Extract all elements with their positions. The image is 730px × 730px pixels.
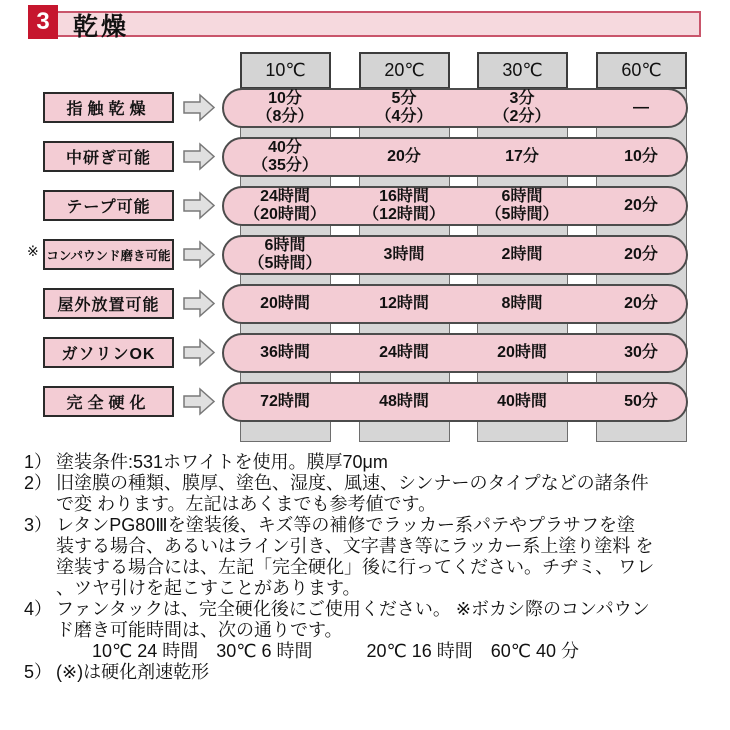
- cell-value: 6時間: [264, 237, 306, 254]
- cell-value: 48時間: [379, 393, 429, 410]
- cell-value: 50分: [624, 393, 658, 410]
- row-label: ガソリンOK: [43, 337, 174, 368]
- cell-value: 40分: [268, 139, 302, 156]
- cell-value: 36時間: [260, 344, 310, 361]
- cell-value: 2時間: [501, 246, 543, 263]
- value-cell: [467, 335, 577, 371]
- value-cell: [586, 335, 696, 371]
- cell-value: 3分: [509, 90, 535, 107]
- row-values-capsule: [222, 88, 688, 128]
- cell-value-paren: （12時間）: [363, 206, 445, 223]
- row-values-capsule: [222, 284, 688, 324]
- value-cell: [586, 188, 696, 224]
- cell-value: 5分: [391, 90, 417, 107]
- cell-value: 20時間: [497, 344, 547, 361]
- cell-value: 12時間: [379, 295, 429, 312]
- arrow-right-icon: [183, 190, 216, 221]
- cell-value: 20分: [624, 295, 658, 312]
- value-cell: [467, 139, 577, 175]
- value-cell: [230, 286, 340, 322]
- value-cell: [467, 188, 577, 224]
- row-values-capsule: [222, 382, 688, 422]
- cell-value: 3時間: [383, 246, 425, 263]
- row-label: 中研ぎ可能: [43, 141, 174, 172]
- value-cell: [586, 384, 696, 420]
- footnote-line: で変 わります。左記はあくまでも参考値です。: [56, 494, 437, 514]
- footnote-line: (※)は硬化剤速乾形: [56, 662, 210, 682]
- footnote-line: ド磨き可能時間は、次の通りです。: [56, 620, 343, 640]
- row-label: テープ可能: [43, 190, 174, 221]
- footnote-line: 、ツヤ引けを起こすことがあります。: [56, 578, 361, 598]
- footnote-1: [24, 452, 724, 473]
- row-values-capsule: [222, 137, 688, 177]
- value-cell: [349, 90, 459, 126]
- footnote-number: 2）: [24, 473, 53, 493]
- row-label: コンパウンド磨き可能: [43, 239, 174, 270]
- value-cell: [349, 286, 459, 322]
- arrow-right-icon: [183, 92, 216, 123]
- cell-value-paren: （2分）: [493, 108, 551, 125]
- arrow-right-icon: [183, 239, 216, 270]
- cell-value-paren: （35分）: [252, 157, 318, 174]
- cell-value: 20時間: [260, 295, 310, 312]
- value-cell: [586, 90, 696, 126]
- value-cell: [467, 90, 577, 126]
- row-values-capsule: [222, 333, 688, 373]
- cell-value: 30分: [624, 344, 658, 361]
- temp-header: 10℃: [240, 52, 331, 89]
- value-cell: [230, 335, 340, 371]
- cell-value: 72時間: [260, 393, 310, 410]
- value-cell: [586, 237, 696, 273]
- cell-value: 24時間: [260, 188, 310, 205]
- cell-value: 20分: [387, 148, 421, 165]
- note-asterisk: ※: [27, 243, 39, 259]
- cell-value: 20分: [624, 197, 658, 214]
- section-number-badge: 3: [28, 5, 58, 39]
- footnote-line: 10℃ 24 時間 30℃ 6 時間 20℃ 16 時間 60℃ 40 分: [56, 641, 580, 661]
- arrow-right-icon: [183, 141, 216, 172]
- footnotes: [24, 452, 724, 683]
- footnote-number: 1）: [24, 452, 53, 472]
- footnote-4: [24, 599, 724, 662]
- row-values-capsule: [222, 235, 688, 275]
- value-cell: [349, 139, 459, 175]
- footnote-number: 5）: [24, 662, 53, 682]
- footnote-2: [24, 473, 724, 515]
- value-cell: [586, 286, 696, 322]
- cell-value: 8時間: [501, 295, 543, 312]
- cell-value: ―: [633, 99, 649, 116]
- value-cell: [586, 139, 696, 175]
- value-cell: [467, 384, 577, 420]
- cell-value: 17分: [505, 148, 539, 165]
- footnote-number: 3）: [24, 515, 53, 535]
- footnote-line: 塗装条件:531ホワイトを使用。膜厚70μm: [56, 452, 388, 472]
- value-cell: [230, 237, 340, 273]
- row-label: 完全硬化: [43, 386, 174, 417]
- value-cell: [230, 90, 340, 126]
- arrow-right-icon: [183, 386, 216, 417]
- cell-value: 10分: [624, 148, 658, 165]
- footnote-3: [24, 515, 724, 599]
- footnote-5: [24, 662, 724, 683]
- temp-header: 20℃: [359, 52, 450, 89]
- row-values-capsule: [222, 186, 688, 226]
- value-cell: [349, 188, 459, 224]
- value-cell: [230, 139, 340, 175]
- cell-value-paren: （8分）: [256, 108, 314, 125]
- value-cell: [467, 237, 577, 273]
- row-label: 指触乾燥: [43, 92, 174, 123]
- footnote-line: レタンPG80Ⅲを塗装後、キズ等の補修でラッカー系パテやプラサフを塗: [56, 515, 635, 535]
- footnote-line: ファンタックは、完全硬化後にご使用ください。 ※ボカシ際のコンパウン: [56, 599, 650, 619]
- arrow-right-icon: [183, 337, 216, 368]
- section-title: 乾燥: [73, 13, 130, 41]
- row-label: 屋外放置可能: [43, 288, 174, 319]
- cell-value-paren: （5時間）: [485, 206, 559, 223]
- cell-value-paren: （20時間）: [244, 206, 326, 223]
- cell-value: 10分: [268, 90, 302, 107]
- value-cell: [349, 384, 459, 420]
- footnote-line: 装する場合、あるいはライン引き、文字書き等にラッカー系上塗り塗料 を: [56, 536, 654, 556]
- cell-value: 40時間: [497, 393, 547, 410]
- temp-header: 60℃: [596, 52, 687, 89]
- value-cell: [230, 188, 340, 224]
- cell-value-paren: （4分）: [375, 108, 433, 125]
- value-cell: [349, 237, 459, 273]
- cell-value: 6時間: [501, 188, 543, 205]
- temp-header: 30℃: [477, 52, 568, 89]
- footnote-number: 4）: [24, 599, 53, 619]
- footnote-line: 塗装する場合には、左記「完全硬化」後に行ってください。チヂミ、 ワレ: [56, 557, 655, 577]
- value-cell: [230, 384, 340, 420]
- value-cell: [349, 335, 459, 371]
- cell-value: 16時間: [379, 188, 429, 205]
- cell-value: 24時間: [379, 344, 429, 361]
- footnote-line: 旧塗膜の種類、膜厚、塗色、湿度、風速、シンナーのタイプなどの諸条件: [56, 473, 649, 493]
- arrow-right-icon: [183, 288, 216, 319]
- cell-value: 20分: [624, 246, 658, 263]
- cell-value-paren: （5時間）: [248, 255, 322, 272]
- value-cell: [467, 286, 577, 322]
